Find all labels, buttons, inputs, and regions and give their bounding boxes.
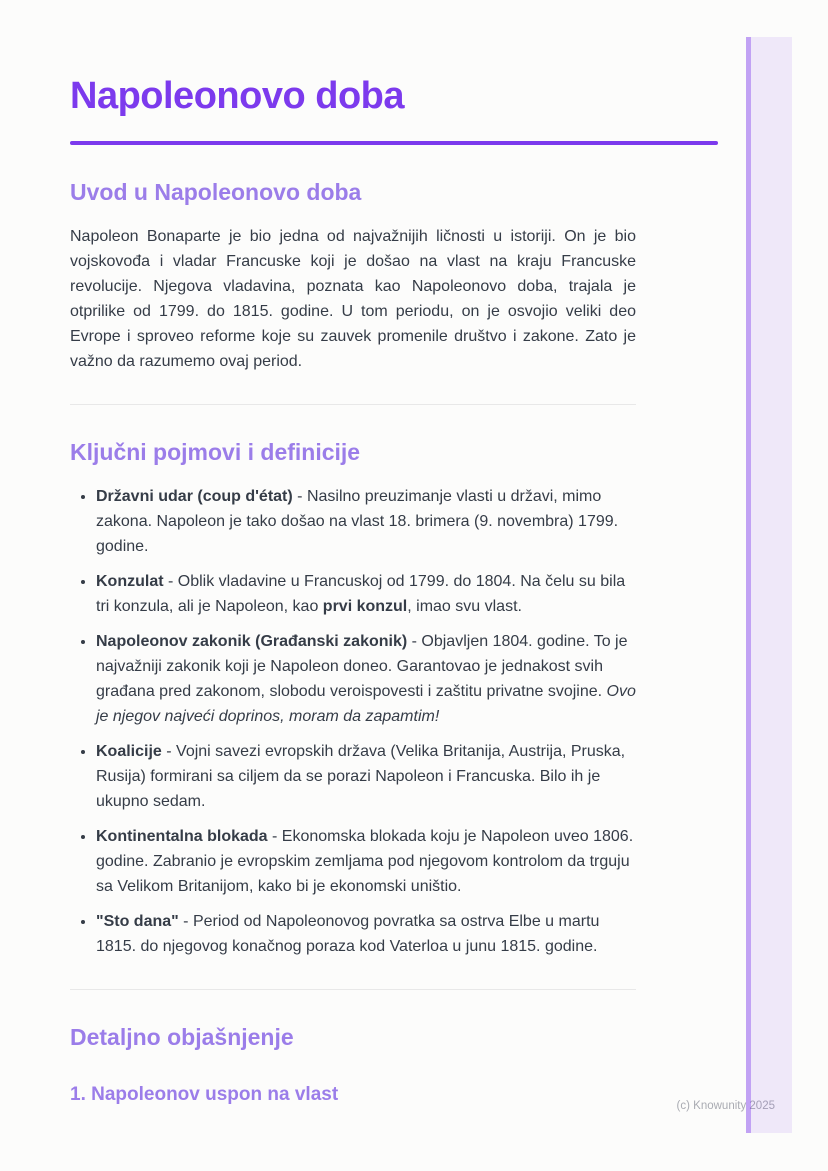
definition-item: • Kontinentalna blokada - Ekonomska blokada koju je Napoleon uveo 1806. godine. Zabranio je evropskim zemljama pod njegovom kontrolom da trguju sa Velikom Britanijom, kako bi je ekonomski uništio. — [96, 824, 636, 899]
intro-paragraph: Napoleon Bonaparte je bio jedna od najvažnijih ličnosti u istoriji. On je bio vojskovođa i vladar Francuske koji je došao na vlast na kraju Francuske revolucije. Njegova vladavina, poznata kao Napoleonovo doba, trajala je otprilike od 1799. do 1815. godine. U tom periodu, on je osvojio veliki deo Evrope i sproveo reforme koje su zauvek promenile društvo i zakone. Zato je važno da razumemo ovaj period. — [70, 227, 636, 370]
section-key-terms — [70, 438, 636, 960]
footer-credit: (c) Knowunity 2025 — [676, 1100, 775, 1112]
section-heading-detaljno: Detaljno objašnjenje — [70, 1024, 294, 1051]
page-accent-bar — [746, 37, 792, 1133]
section-heading-pojmovi: Ključni pojmovi i definicije — [70, 438, 361, 465]
definition-term: "Sto dana" — [96, 913, 179, 931]
page-title: Napoleonovo doba — [70, 75, 404, 117]
title-underline-rule — [70, 141, 718, 145]
definition-item: • Konzulat - Oblik vladavine u Francuskoj od 1799. do 1804. Na čelu su bila tri konzula, ali je Napoleon, kao prvi konzul, imao svu vlast. — [96, 569, 636, 619]
section-divider — [70, 404, 636, 405]
document-content — [70, 0, 636, 1107]
section-intro — [70, 178, 636, 374]
definition-term: Napoleonov zakonik (Građanski zakonik) — [96, 633, 408, 651]
definition-term: Kontinentalna blokada — [96, 828, 268, 846]
section-heading-uvod: Uvod u Napoleonovo doba — [70, 178, 362, 205]
definition-item: • Koalicije - Vojni savezi evropskih država (Velika Britanija, Austrija, Pruska, Rusija) formirani sa ciljem da se porazi Napoleon i Francuska. Bilo ih je ukupno sedam. — [96, 739, 636, 814]
section-detailed-explanation — [70, 1023, 636, 1107]
definition-item: • Državni udar (coup d'état) - Nasilno preuzimanje vlasti u državi, mimo zakona. Napoleon je tako došao na vlast 18. brimera (9. novembra) 1799. godine. — [96, 484, 636, 559]
definition-item: • "Sto dana" - Period od Napoleonovog povratka sa ostrva Elbe u martu 1815. do njegovog konačnog poraza kod Vaterloa u junu 1815. godine. — [96, 909, 636, 959]
definition-term: Konzulat — [96, 573, 164, 591]
section-divider — [70, 989, 636, 990]
definition-term: Državni udar (coup d'état) — [96, 488, 293, 506]
definitions-list — [70, 484, 636, 959]
subsection-heading-uspon: 1. Napoleonov uspon na vlast — [70, 1084, 339, 1106]
definition-item: • Napoleonov zakonik (Građanski zakonik) - Objavljen 1804. godine. To je najvažniji zakonik koji je Napoleon doneo. Garantovao je jednakost svih građana pred zakonom, slobodu veroispovesti i zaštitu privatne svojine. Ovo je njegov najveći doprinos, moram da zapamtim! — [96, 629, 636, 729]
definition-term: Koalicije — [96, 743, 162, 761]
